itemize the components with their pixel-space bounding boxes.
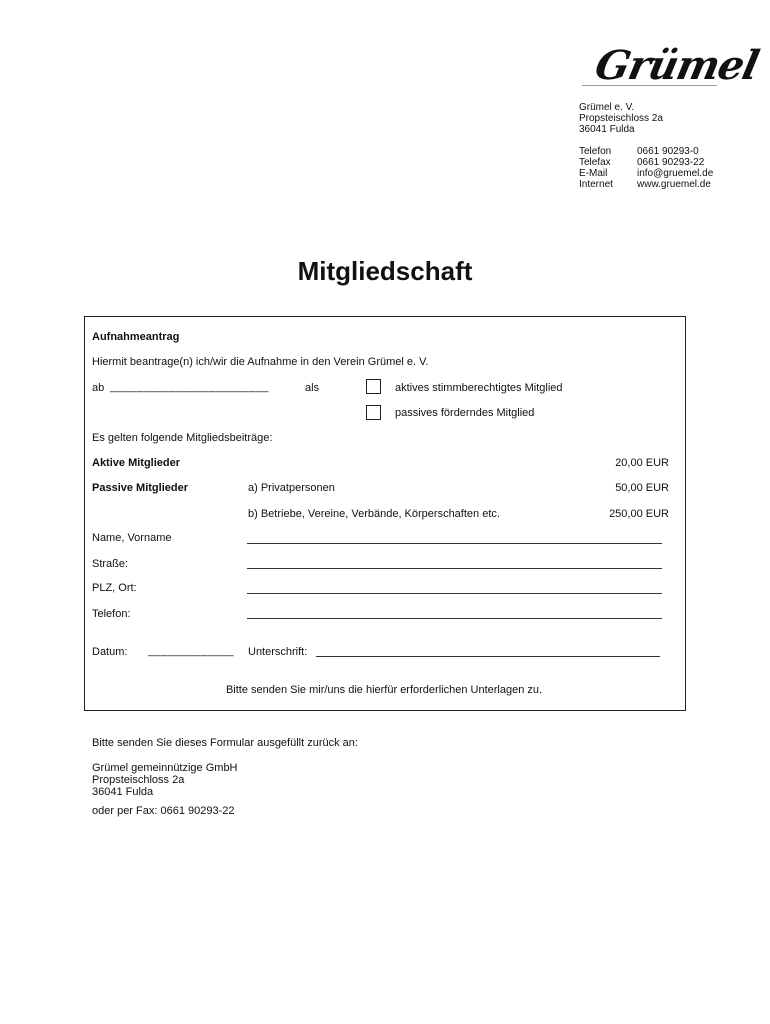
active-fee: 20,00 EUR: [615, 457, 669, 469]
contact-value-fax: 0661 90293-22: [637, 157, 705, 168]
signature-field[interactable]: [316, 656, 660, 657]
page-title: Mitgliedschaft: [297, 256, 473, 286]
phone-field[interactable]: [247, 618, 662, 619]
als-label: als: [305, 382, 320, 394]
active-member-option-label: aktives stimmberechtigtes Mitglied: [395, 382, 563, 394]
date-field[interactable]: _____________: [148, 645, 235, 657]
passive-org-label: b) Betriebe, Vereine, Verbände, Körperschaften etc.: [248, 508, 500, 520]
postal-city-field[interactable]: [247, 593, 662, 594]
return-city: 36041 Fulda: [92, 786, 154, 798]
ab-label: ab: [92, 382, 105, 394]
passive-member-option-label: passives förderndes Mitglied: [395, 407, 535, 419]
sender-city: 36041 Fulda: [579, 124, 635, 135]
name-label: Name, Vorname: [92, 532, 172, 544]
sender-name: Grümel e. V.: [579, 102, 635, 113]
contact-label-phone: Telefon: [579, 146, 612, 157]
contact-label-email: E-Mail: [579, 168, 608, 179]
passive-private-label: a) Privatpersonen: [248, 482, 335, 494]
contact-label-internet: Internet: [579, 179, 613, 190]
contact-label-fax: Telefax: [579, 157, 611, 168]
contact-value-internet[interactable]: www.gruemel.de: [637, 179, 711, 190]
return-fax: oder per Fax: 0661 90293-22: [92, 805, 235, 817]
documents-request-note: Bitte senden Sie mir/uns die hierfür erforderlichen Unterlagen zu.: [225, 684, 543, 696]
name-field[interactable]: [247, 543, 662, 544]
street-field[interactable]: [247, 568, 662, 569]
street-label: Straße:: [92, 558, 129, 570]
passive-private-fee: 50,00 EUR: [615, 482, 669, 494]
contact-value-phone: 0661 90293-0: [637, 146, 699, 157]
passive-member-checkbox[interactable]: [366, 405, 381, 420]
contact-value-email[interactable]: info@gruemel.de: [637, 168, 714, 179]
form-heading: Aufnahmeantrag: [92, 331, 180, 343]
passive-org-fee: 250,00 EUR: [609, 508, 669, 520]
return-street: Propsteischloss 2a: [92, 774, 185, 786]
date-label: Datum:: [92, 646, 128, 658]
active-member-checkbox[interactable]: [366, 379, 381, 394]
return-intro: Bitte senden Sie dieses Formular ausgefüllt zurück an:: [92, 737, 358, 749]
phone-label: Telefon:: [92, 608, 131, 620]
passive-members-label: Passive Mitglieder: [92, 482, 188, 494]
gruemel-logo: Grümel: [591, 42, 763, 89]
postal-city-label: PLZ, Ort:: [92, 582, 137, 594]
sender-street: Propsteischloss 2a: [579, 113, 663, 124]
fees-intro: Es gelten folgende Mitgliedsbeiträge:: [92, 432, 273, 444]
return-org: Grümel gemeinnützige GmbH: [92, 762, 238, 774]
active-members-label: Aktive Mitglieder: [92, 457, 181, 469]
start-date-field[interactable]: ________________________: [110, 381, 269, 393]
signature-label: Unterschrift:: [248, 646, 308, 658]
form-intro: Hiermit beantrage(n) ich/wir die Aufnahme in den Verein Grümel e. V.: [92, 356, 429, 368]
